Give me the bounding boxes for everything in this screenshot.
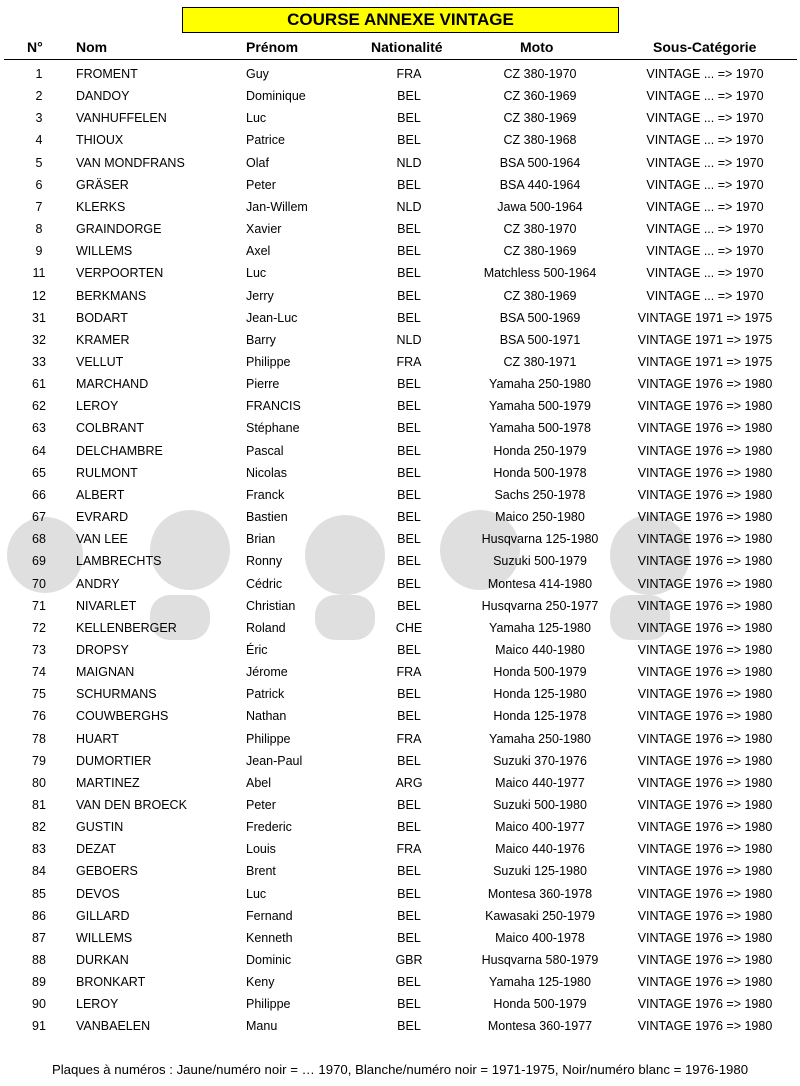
row-nationalite: BEL — [397, 177, 421, 192]
row-moto: Husqvarna 250-1977 — [481, 598, 599, 613]
row-moto: BSA 500-1969 — [499, 310, 581, 325]
row-prenom: Jean-Luc — [246, 310, 298, 325]
row-sous-categorie: VINTAGE 1976 => 1980 — [637, 953, 773, 967]
row-sous-categorie: VINTAGE 1971 => 1975 — [637, 332, 773, 347]
row-moto: Suzuki 500-1980 — [493, 797, 587, 812]
row-sous-categorie: VINTAGE ... => 1970 — [646, 67, 764, 81]
row-nationalite: FRA — [396, 731, 422, 746]
row-sous-categorie: VINTAGE 1976 => 1980 — [637, 687, 773, 702]
row-moto: Maico 400-1978 — [495, 930, 585, 945]
row-nom: ANDRY — [76, 576, 120, 591]
row-nationalite: BEL — [397, 820, 421, 835]
row-number: 9 — [35, 244, 43, 259]
row-sous-categorie: VINTAGE 1976 => 1980 — [637, 554, 773, 569]
row-prenom: Dominique — [246, 89, 306, 104]
row-nationalite: BEL — [397, 487, 421, 502]
row-prenom: Éric — [246, 642, 268, 657]
row-moto: Honda 125-1980 — [493, 687, 587, 702]
row-prenom: Abel — [246, 775, 272, 790]
row-nom: MARCHAND — [76, 377, 149, 392]
row-prenom: Patrick — [246, 687, 285, 702]
row-sous-categorie: VINTAGE 1976 => 1980 — [637, 864, 773, 879]
row-nom: SCHURMANS — [76, 687, 157, 702]
row-number: 73 — [32, 642, 46, 657]
row-nationalite: NLD — [396, 332, 422, 347]
row-moto: Suzuki 370-1976 — [493, 753, 587, 768]
row-number: 6 — [35, 177, 43, 192]
header-nom: Nom — [76, 39, 108, 55]
row-nom: DURKAN — [76, 953, 129, 967]
row-moto: CZ 380-1970 — [503, 222, 577, 236]
row-nom: HUART — [76, 731, 119, 746]
row-number: 78 — [32, 731, 46, 746]
row-moto: Husqvarna 125-1980 — [481, 532, 599, 547]
row-nationalite: BEL — [397, 111, 421, 126]
row-nationalite: BEL — [397, 576, 421, 591]
row-number: 76 — [32, 709, 46, 724]
row-prenom: Nicolas — [246, 465, 287, 480]
row-number: 12 — [32, 288, 46, 303]
row-nationalite: BEL — [397, 598, 421, 613]
row-number: 65 — [32, 465, 46, 480]
row-sous-categorie: VINTAGE 1976 => 1980 — [637, 1019, 773, 1034]
row-nom: BODART — [76, 310, 128, 325]
row-sous-categorie: VINTAGE 1976 => 1980 — [637, 443, 773, 458]
row-number: 1 — [35, 67, 43, 81]
header-sous-categorie: Sous-Catégorie — [653, 39, 757, 55]
row-number: 90 — [32, 997, 46, 1012]
row-moto: Suzuki 125-1980 — [493, 864, 587, 879]
row-number: 11 — [32, 266, 46, 281]
row-sous-categorie: VINTAGE 1976 => 1980 — [637, 820, 773, 835]
row-prenom: Nathan — [246, 709, 287, 724]
row-moto: Matchless 500-1964 — [483, 266, 597, 281]
row-moto: Maico 400-1977 — [495, 820, 585, 835]
row-prenom: Kenneth — [246, 930, 293, 945]
row-nationalite: BEL — [397, 975, 421, 990]
row-nom: DEZAT — [76, 842, 117, 857]
row-nationalite: CHE — [395, 620, 423, 635]
row-moto: BSA 440-1964 — [499, 177, 581, 192]
row-moto: Maico 250-1980 — [495, 510, 585, 524]
row-nationalite: FRA — [396, 842, 422, 857]
row-nationalite: BEL — [397, 89, 421, 104]
header-num: N° — [27, 39, 43, 55]
row-moto: Honda 500-1978 — [493, 465, 587, 480]
row-sous-categorie: VINTAGE 1971 => 1975 — [637, 354, 773, 369]
row-moto: Kawasaki 250-1979 — [485, 908, 595, 923]
row-prenom: Keny — [246, 975, 275, 990]
row-prenom: Peter — [246, 797, 276, 812]
row-nom: FROMENT — [76, 67, 138, 81]
row-prenom: Philippe — [246, 997, 291, 1012]
row-prenom: Guy — [246, 67, 269, 81]
row-sous-categorie: VINTAGE 1976 => 1980 — [637, 753, 773, 768]
row-nom: MARTINEZ — [76, 775, 140, 790]
row-nom: KELLENBERGER — [76, 620, 177, 635]
row-prenom: Ronny — [246, 554, 283, 569]
row-number: 75 — [32, 687, 46, 702]
row-sous-categorie: VINTAGE ... => 1970 — [646, 199, 764, 214]
row-moto: CZ 380-1971 — [503, 354, 577, 369]
row-nationalite: BEL — [397, 797, 421, 812]
row-prenom: Philippe — [246, 731, 291, 746]
row-prenom: Manu — [246, 1019, 278, 1034]
row-sous-categorie: VINTAGE 1976 => 1980 — [637, 532, 773, 547]
row-prenom: Luc — [246, 111, 267, 126]
row-sous-categorie: VINTAGE 1976 => 1980 — [637, 598, 773, 613]
row-prenom: Pascal — [246, 443, 284, 458]
row-number: 67 — [32, 510, 46, 524]
row-nom: VAN DEN BROECK — [76, 797, 187, 812]
row-prenom: Peter — [246, 177, 276, 192]
row-nom: DEVOS — [76, 886, 120, 901]
row-nom: WILLEMS — [76, 244, 133, 259]
row-sous-categorie: VINTAGE ... => 1970 — [646, 177, 764, 192]
row-nom: NIVARLET — [76, 598, 137, 613]
row-prenom: Fernand — [246, 908, 293, 923]
row-nationalite: BEL — [397, 687, 421, 702]
row-sous-categorie: VINTAGE ... => 1970 — [646, 133, 764, 148]
row-nom: DANDOY — [76, 89, 130, 104]
row-moto: Maico 440-1976 — [495, 842, 585, 857]
document-title: COURSE ANNEXE VINTAGE — [182, 7, 619, 33]
row-prenom: Frederic — [246, 820, 292, 835]
row-sous-categorie: VINTAGE ... => 1970 — [646, 89, 764, 104]
row-sous-categorie: VINTAGE 1976 => 1980 — [637, 797, 773, 812]
row-sous-categorie: VINTAGE 1976 => 1980 — [637, 908, 773, 923]
row-moto: Sachs 250-1978 — [494, 487, 586, 502]
row-number: 64 — [32, 443, 46, 458]
row-nationalite: BEL — [397, 1019, 421, 1034]
row-nationalite: FRA — [396, 665, 422, 679]
row-prenom: FRANCIS — [246, 399, 301, 414]
row-sous-categorie: VINTAGE 1976 => 1980 — [637, 775, 773, 790]
row-moto: CZ 380-1968 — [503, 133, 577, 148]
row-prenom: Dominic — [246, 953, 292, 967]
row-sous-categorie: VINTAGE 1976 => 1980 — [637, 487, 773, 502]
row-prenom: Louis — [246, 842, 276, 857]
row-nom: LEROY — [76, 399, 119, 414]
row-nom: GEBOERS — [76, 864, 138, 879]
row-moto: Yamaha 125-1980 — [489, 620, 591, 635]
row-number: 91 — [32, 1019, 46, 1034]
row-nom: EVRARD — [76, 510, 129, 524]
row-number: 33 — [32, 354, 46, 369]
row-number: 66 — [32, 487, 46, 502]
row-number: 63 — [32, 421, 46, 436]
row-nationalite: BEL — [397, 753, 421, 768]
row-number: 87 — [32, 930, 46, 945]
row-sous-categorie: VINTAGE ... => 1970 — [646, 155, 764, 170]
row-nom: DROPSY — [76, 642, 129, 657]
row-sous-categorie: VINTAGE ... => 1970 — [646, 244, 764, 259]
row-nationalite: BEL — [397, 908, 421, 923]
row-number: 61 — [32, 377, 46, 392]
row-nom: VAN LEE — [76, 532, 128, 547]
row-nom: VANHUFFELEN — [76, 111, 167, 126]
row-prenom: Olaf — [246, 155, 269, 170]
row-nom: MAIGNAN — [76, 665, 135, 679]
row-nationalite: BEL — [397, 266, 421, 281]
row-prenom: Jan-Willem — [246, 199, 308, 214]
row-nationalite: BEL — [397, 930, 421, 945]
row-nationalite: BEL — [397, 997, 421, 1012]
header-nationalite: Nationalité — [371, 39, 443, 55]
row-moto: Jawa 500-1964 — [497, 199, 583, 214]
row-nationalite: BEL — [397, 554, 421, 569]
row-nationalite: BEL — [397, 222, 421, 236]
row-number: 69 — [32, 554, 46, 569]
row-sous-categorie: VINTAGE 1976 => 1980 — [637, 576, 773, 591]
row-nationalite: ARG — [395, 775, 423, 790]
row-moto: Yamaha 125-1980 — [489, 975, 591, 990]
row-moto: Maico 440-1977 — [495, 775, 585, 790]
row-number: 84 — [32, 864, 46, 879]
row-prenom: Jerry — [246, 288, 274, 303]
row-sous-categorie: VINTAGE 1976 => 1980 — [637, 930, 773, 945]
row-prenom: Barry — [246, 332, 276, 347]
row-nom: VELLUT — [76, 354, 124, 369]
row-nationalite: NLD — [396, 155, 422, 170]
row-nationalite: GBR — [395, 953, 423, 967]
row-prenom: Axel — [246, 244, 271, 259]
row-sous-categorie: VINTAGE 1976 => 1980 — [637, 642, 773, 657]
row-nationalite: BEL — [397, 421, 421, 436]
row-prenom: Jean-Paul — [246, 753, 303, 768]
row-moto: BSA 500-1971 — [499, 332, 581, 347]
row-moto: Honda 500-1979 — [493, 665, 587, 679]
row-number: 3 — [35, 111, 43, 126]
row-prenom: Franck — [246, 487, 285, 502]
row-sous-categorie: VINTAGE 1976 => 1980 — [637, 997, 773, 1012]
row-prenom: Stéphane — [246, 421, 300, 436]
row-nom: WILLEMS — [76, 930, 133, 945]
row-nationalite: BEL — [397, 886, 421, 901]
row-prenom: Jérome — [246, 665, 288, 679]
row-nom: VANBAELEN — [76, 1019, 151, 1034]
row-number: 5 — [35, 155, 43, 170]
row-sous-categorie: VINTAGE ... => 1970 — [646, 222, 764, 236]
row-number: 7 — [35, 199, 43, 214]
row-number: 81 — [32, 797, 46, 812]
row-nom: LEROY — [76, 997, 119, 1012]
row-nationalite: NLD — [396, 199, 422, 214]
row-nom: GILLARD — [76, 908, 130, 923]
row-sous-categorie: VINTAGE 1976 => 1980 — [637, 510, 773, 524]
row-nom: GRAINDORGE — [76, 222, 162, 236]
row-number: 68 — [32, 532, 46, 547]
row-moto: Yamaha 500-1979 — [489, 399, 591, 414]
row-sous-categorie: VINTAGE 1976 => 1980 — [637, 465, 773, 480]
row-nom: COUWBERGHS — [76, 709, 169, 724]
row-number: 79 — [32, 753, 46, 768]
row-nom: LAMBRECHTS — [76, 554, 162, 569]
row-sous-categorie: VINTAGE 1976 => 1980 — [637, 665, 773, 679]
row-nom: RULMONT — [76, 465, 138, 480]
row-nationalite: BEL — [397, 642, 421, 657]
row-nom: DUMORTIER — [76, 753, 152, 768]
row-nationalite: FRA — [396, 354, 422, 369]
row-prenom: Cédric — [246, 576, 283, 591]
row-moto: CZ 380-1969 — [503, 288, 577, 303]
row-prenom: Xavier — [246, 222, 282, 236]
row-number: 83 — [32, 842, 46, 857]
row-moto: Honda 250-1979 — [493, 443, 587, 458]
row-number: 82 — [32, 820, 46, 835]
row-number: 32 — [32, 332, 46, 347]
row-sous-categorie: VINTAGE 1976 => 1980 — [637, 975, 773, 990]
row-number: 72 — [32, 620, 46, 635]
row-moto: BSA 500-1964 — [499, 155, 581, 170]
row-nom: VAN MONDFRANS — [76, 155, 185, 170]
row-sous-categorie: VINTAGE 1976 => 1980 — [637, 399, 773, 414]
row-nom: COLBRANT — [76, 421, 145, 436]
row-nationalite: BEL — [397, 288, 421, 303]
row-nationalite: BEL — [397, 377, 421, 392]
row-prenom: Brian — [246, 532, 276, 547]
row-moto: CZ 360-1969 — [503, 89, 577, 104]
row-moto: CZ 380-1969 — [503, 244, 577, 259]
row-nationalite: BEL — [397, 510, 421, 524]
row-prenom: Pierre — [246, 377, 280, 392]
row-prenom: Patrice — [246, 133, 285, 148]
row-nationalite: BEL — [397, 310, 421, 325]
row-number: 31 — [32, 310, 46, 325]
row-nationalite: FRA — [396, 67, 422, 81]
row-nom: BERKMANS — [76, 288, 147, 303]
row-moto: Suzuki 500-1979 — [493, 554, 587, 569]
row-sous-categorie: VINTAGE 1976 => 1980 — [637, 886, 773, 901]
row-number: 88 — [32, 953, 46, 967]
row-nationalite: BEL — [397, 709, 421, 724]
row-prenom: Philippe — [246, 354, 291, 369]
row-moto: Montesa 414-1980 — [487, 576, 593, 591]
row-number: 62 — [32, 399, 46, 414]
row-nom: GUSTIN — [76, 820, 124, 835]
row-sous-categorie: VINTAGE ... => 1970 — [646, 288, 764, 303]
header-prenom: Prénom — [246, 39, 299, 55]
row-prenom: Christian — [246, 598, 296, 613]
row-number: 8 — [35, 222, 43, 236]
row-moto: Honda 500-1979 — [493, 997, 587, 1012]
row-sous-categorie: VINTAGE 1976 => 1980 — [637, 421, 773, 436]
row-number: 89 — [32, 975, 46, 990]
row-nationalite: BEL — [397, 864, 421, 879]
row-sous-categorie: VINTAGE 1971 => 1975 — [637, 310, 773, 325]
row-nationalite: BEL — [397, 399, 421, 414]
row-number: 2 — [35, 89, 43, 104]
header-moto: Moto — [520, 39, 554, 55]
row-moto: CZ 380-1969 — [503, 111, 577, 126]
row-moto: CZ 380-1970 — [503, 67, 577, 81]
row-nom: THIOUX — [76, 133, 124, 148]
row-nom: VERPOORTEN — [76, 266, 164, 281]
row-moto: Yamaha 250-1980 — [489, 377, 591, 392]
row-prenom: Bastien — [246, 510, 288, 524]
row-sous-categorie: VINTAGE 1976 => 1980 — [637, 842, 773, 857]
row-moto: Yamaha 500-1978 — [489, 421, 591, 436]
row-nationalite: BEL — [397, 532, 421, 547]
row-nom: BRONKART — [76, 975, 146, 990]
row-number: 80 — [32, 775, 46, 790]
row-nom: KLERKS — [76, 199, 126, 214]
row-prenom: Luc — [246, 886, 267, 901]
row-moto: Montesa 360-1978 — [487, 886, 593, 901]
row-nationalite: BEL — [397, 244, 421, 259]
row-nationalite: BEL — [397, 465, 421, 480]
row-prenom: Brent — [246, 864, 276, 879]
row-sous-categorie: VINTAGE 1976 => 1980 — [637, 377, 773, 392]
row-sous-categorie: VINTAGE ... => 1970 — [646, 266, 764, 281]
row-number: 74 — [32, 665, 46, 679]
row-nom: GRÄSER — [76, 177, 129, 192]
row-nom: ALBERT — [76, 487, 125, 502]
row-moto: Montesa 360-1977 — [487, 1019, 593, 1034]
row-number: 4 — [35, 133, 43, 148]
row-nationalite: BEL — [397, 443, 421, 458]
row-moto: Honda 125-1978 — [493, 709, 587, 724]
row-prenom: Roland — [246, 620, 286, 635]
row-sous-categorie: VINTAGE ... => 1970 — [646, 111, 764, 126]
row-sous-categorie: VINTAGE 1976 => 1980 — [637, 709, 773, 724]
row-prenom: Luc — [246, 266, 267, 281]
row-nom: KRAMER — [76, 332, 130, 347]
row-moto: Maico 440-1980 — [495, 642, 585, 657]
row-number: 70 — [32, 576, 46, 591]
row-nationalite: BEL — [397, 133, 421, 148]
row-moto: Husqvarna 580-1979 — [481, 953, 599, 967]
row-moto: Yamaha 250-1980 — [489, 731, 591, 746]
row-number: 71 — [32, 598, 46, 613]
row-sous-categorie: VINTAGE 1976 => 1980 — [637, 731, 773, 746]
row-nom: DELCHAMBRE — [76, 443, 163, 458]
row-sous-categorie: VINTAGE 1976 => 1980 — [637, 620, 773, 635]
row-number: 85 — [32, 886, 46, 901]
footer-note: Plaques à numéros : Jaune/numéro noir = … 1970, Blanche/numéro noir = 1971-1975, Noir/numéro blanc = 1976-1980 — [51, 1062, 749, 1077]
row-number: 86 — [32, 908, 46, 923]
